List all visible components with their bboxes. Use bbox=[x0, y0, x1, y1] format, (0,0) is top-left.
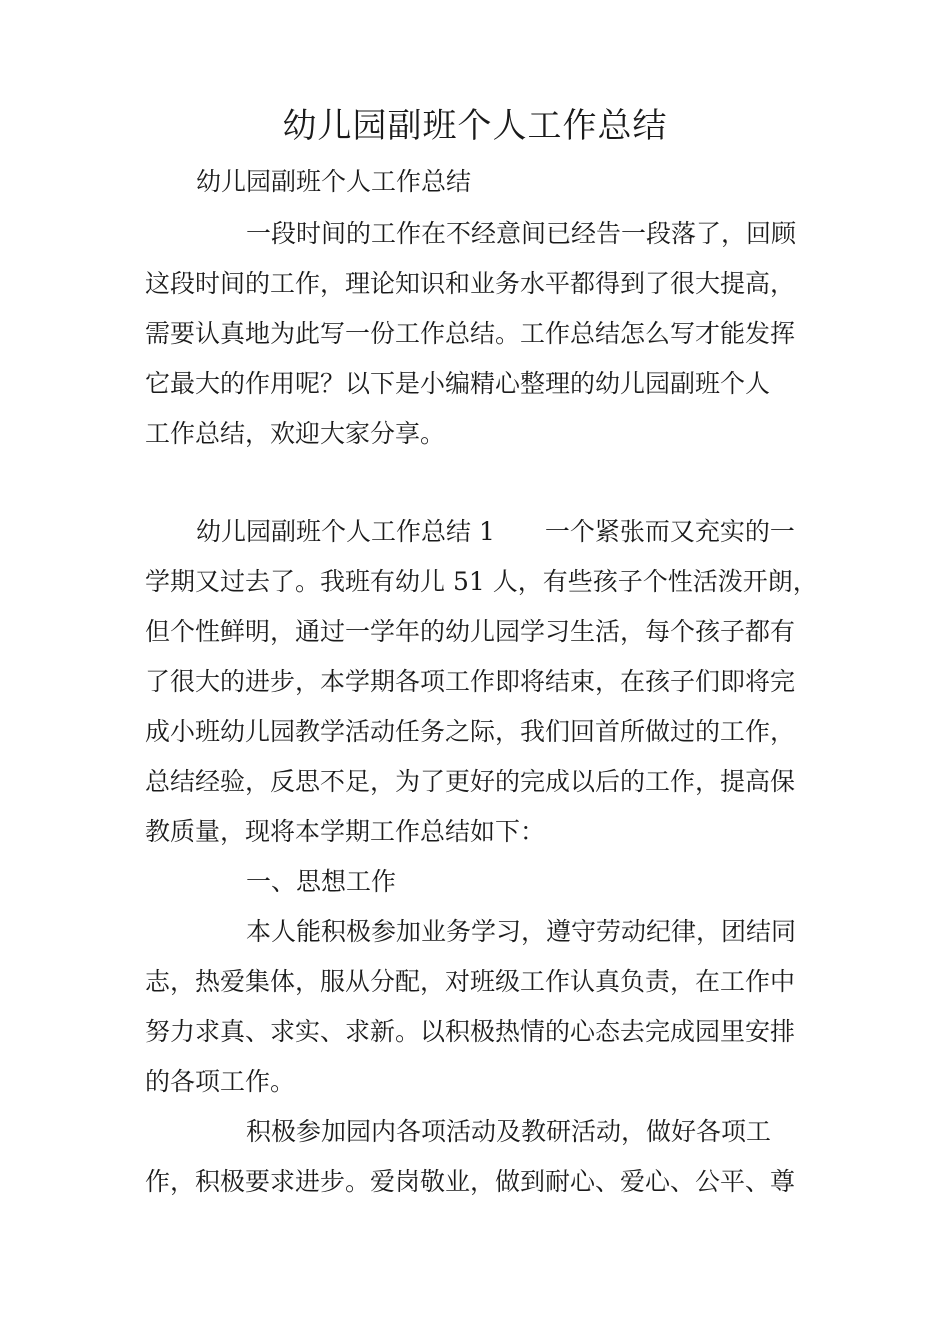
subtitle-line: 幼儿园副班个人工作总结 bbox=[196, 167, 472, 196]
paragraph-line: 但个性鲜明，通过一学年的幼儿园学习生活，每个孩子都有 bbox=[145, 617, 796, 646]
paragraph-line: 总结经验，反思不足，为了更好的完成以后的工作，提高保 bbox=[145, 767, 796, 796]
paragraph-line: 本人能积极参加业务学习，遵守劳动纪律，团结同 bbox=[246, 917, 797, 946]
paragraph-line: 的各项工作。 bbox=[145, 1067, 296, 1096]
paragraph-line: 努力求真、求实、求新。以积极热情的心态去完成园里安排 bbox=[145, 1017, 796, 1046]
paragraph-line: 教质量，现将本学期工作总结如下： bbox=[145, 817, 546, 846]
paragraph-line: 成小班幼儿园教学活动任务之际，我们回首所做过的工作， bbox=[145, 717, 796, 746]
paragraph-line: 一段时间的工作在不经意间已经告一段落了，回顾 bbox=[246, 219, 797, 248]
paragraph-line: 积极参加园内各项活动及教研活动，做好各项工 bbox=[246, 1117, 772, 1146]
paragraph-line: 工作总结，欢迎大家分享。 bbox=[145, 419, 446, 448]
paragraph-line: 需要认真地为此写一份工作总结。工作总结怎么写才能发挥 bbox=[145, 319, 796, 348]
document-title: 幼儿园副班个人工作总结 bbox=[282, 106, 668, 146]
paragraph-line: 这段时间的工作，理论知识和业务水平都得到了很大提高， bbox=[145, 269, 796, 298]
section-heading-line: 幼儿园副班个人工作总结 1 一个紧张而又充实的一 bbox=[196, 517, 795, 546]
section-subheading: 一、思想工作 bbox=[246, 867, 397, 896]
paragraph-line: 学期又过去了。我班有幼儿 51 人，有些孩子个性活泼开朗， bbox=[145, 567, 818, 596]
paragraph-line: 它最大的作用呢？以下是小编精心整理的幼儿园副班个人 bbox=[145, 369, 771, 398]
paragraph-line: 志，热爱集体，服从分配，对班级工作认真负责，在工作中 bbox=[145, 967, 796, 996]
paragraph-line: 了很大的进步，本学期各项工作即将结束，在孩子们即将完 bbox=[145, 667, 796, 696]
paragraph-line: 作，积极要求进步。爱岗敬业，做到耐心、爱心、公平、尊 bbox=[145, 1167, 796, 1196]
